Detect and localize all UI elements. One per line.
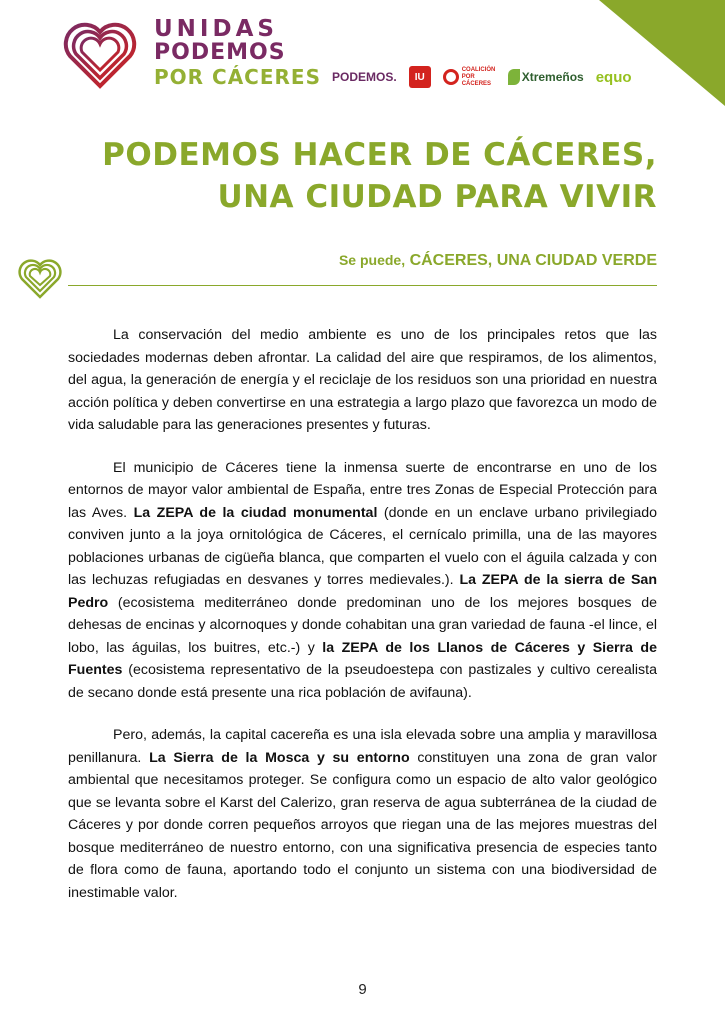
title-line-2: UNA CIUDAD PARA VIVIR [217,179,657,215]
subtitle-prefix: Se puede, [338,252,406,268]
paragraph-2-text-e: (ecosistema mediterráneo donde predominan uno de los mejores bosques de dehesas de encinas y alcornoques y donde cohabitan una gran variedad de fauna -el lince, el lobo, las águilas, los buitres, etc.-) y [68,594,657,656]
zepa-sierra-san-pedro: La ZEPA de la sierra de San Pedro [68,572,657,611]
page-number: 9 [358,981,367,998]
paragraph-3-text-c: constituyen una zona de gran valor ambiental que necesitamos proteger. Se configura como un espacio de alto valor geológico que se levanta sobre el Karst del Calerizo, gran reserva de agua subterránea de la ciudad de Cáceres y por donde corren pequeños arroyos que riegan una de las mejores muestras del bosque mediterráneo de nuestro entorno, con una significativa presencia de especies tanto de flora como de fauna, aportando todo el conjunto un sistema con una biodiversidad de inestimable valor. [68,749,657,901]
sierra-de-la-mosca: La Sierra de la Mosca y su entorno [149,749,410,766]
podemos-logo: PODEMOS. [332,70,397,84]
paragraph-3-text-a: Pero, además, la capital cacereña es una isla elevada sobre una amplia y maravillosa penillanura. [68,727,657,766]
heart-logo-icon [62,20,138,90]
paragraph-1-text: La conservación del medio ambiente es uno de los principales retos que las sociedades modernas deben afrontar. La calidad del aire que respiramos, de los alimentos, del agua, la generación de energía y el reciclaje de los residuos son una prioridad en nuestra acción política y deben convertirse en una estrategia a largo plazo que favorezca un modo de vida saludable para las generaciones presentes y futuras. [68,327,657,433]
heart-icon [18,258,62,300]
section-subtitle [339,252,657,270]
coalicion-ring-icon [443,69,459,85]
partner-logos [332,64,632,90]
equo-logo: equo [595,68,632,86]
body-text [68,324,657,924]
paragraph-2-text-g: (ecosistema representativo de la pseudoestepa con pastizales y cultivo cerealista de secano donde está presente una rica población de avifauna). [68,662,657,701]
extremenos-logo [508,69,584,85]
paragraph-2 [68,457,657,705]
paragraph-2-text-c: (donde en un enclave urbano privilegiado conviven junto a la joya ornitológica de Cáceres, el cernícalo primilla, una de las mayores poblaciones urbanas de cigüeña blanca, que comparten el vuelo con el águila calzada y con las lechuzas refugiadas en desvanes y torres medievales.). [68,504,658,588]
iu-logo-icon: IU [409,66,431,88]
paragraph-1 [68,324,657,437]
paragraph-2-text-a: El municipio de Cáceres tiene la inmensa suerte de encontrarse en uno de los entornos de mayor valor ambiental de España, entre tres Zonas de Especial Protección para las Aves. [68,459,657,521]
coalicion-logo-text: COALICIÓN POR CÁCERES [461,66,496,87]
corner-triangle [599,0,725,106]
paragraph-3 [68,724,657,904]
logo-line-podemos: PODEMOS [154,40,286,65]
leaf-icon [508,69,520,85]
zepa-ciudad-monumental: La ZEPA de la ciudad monumental [133,504,378,521]
extremenos-logo-text: Xtremeños [521,70,584,84]
title-line-1: PODEMOS HACER DE CÁCERES, [102,137,657,173]
page-title [102,134,657,218]
logo-line-caceres: POR CÁCERES [154,65,321,89]
organization-logo [154,17,321,89]
divider-line [68,285,657,286]
zepa-llanos-caceres: la ZEPA de los Llanos de Cáceres y Sierra de Fuentes [68,639,657,678]
coalicion-logo [443,67,496,88]
logo-line-unidas: UNIDAS [154,16,278,42]
subtitle-main: CÁCERES, UNA CIUDAD VERDE [409,252,657,269]
